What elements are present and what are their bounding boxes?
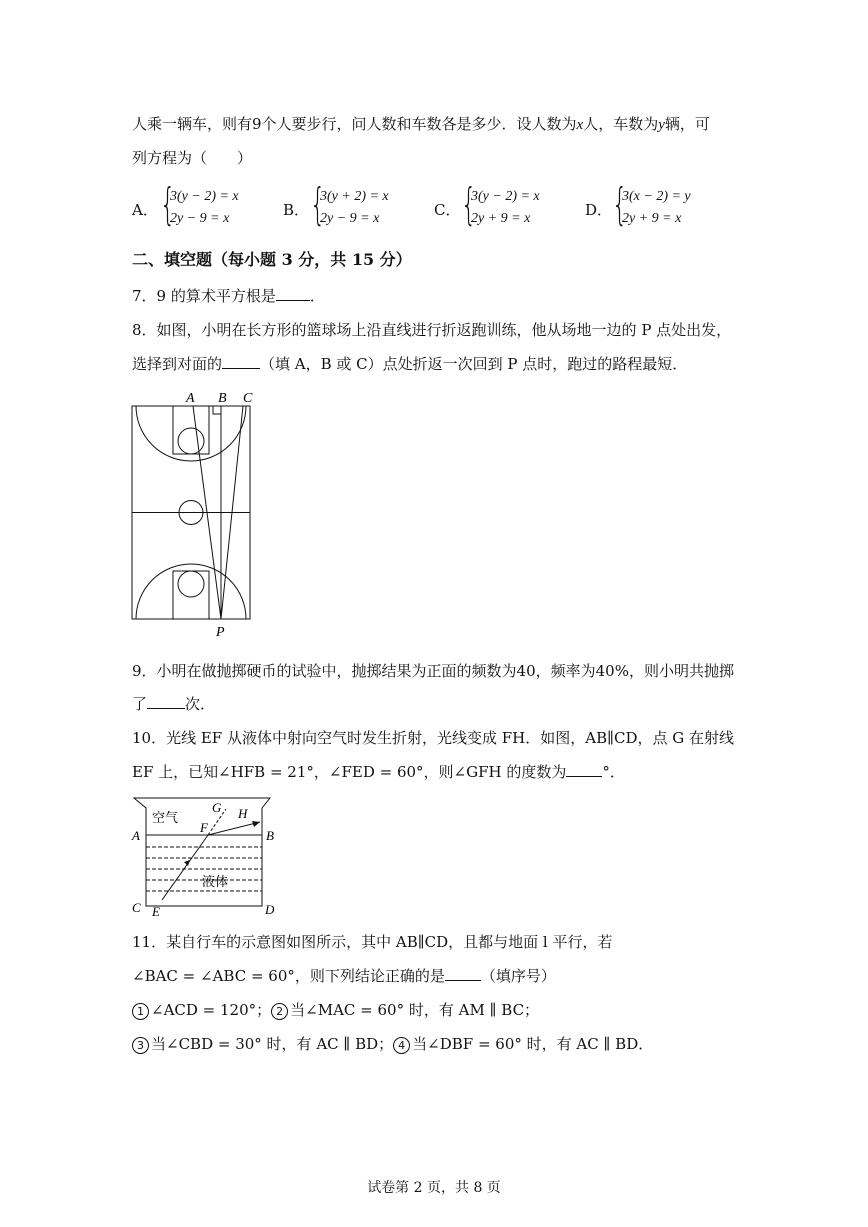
brace-icon: { [160, 179, 176, 230]
q8-line1: 8．如图，小明在长方形的篮球场上沿直线进行折返跑训练，他从场地一边的 P 点处出发， [132, 321, 732, 339]
refraction-figure [128, 794, 280, 920]
top-three-point-arc [136, 406, 246, 461]
option-d-system [612, 179, 722, 230]
circled-number: 1 [132, 1003, 149, 1020]
q9-line2-b: 次． [185, 695, 216, 713]
option-a-eq1: 3(y − 2) = x [170, 189, 239, 204]
q7-end: ． [309, 287, 325, 305]
q6-line1 [132, 114, 710, 135]
q11-line2-a: ∠BAC = ∠ABC = 60°，则下列结论正确的是 [132, 967, 445, 985]
q8-line2-a: 选择到对面的 [132, 355, 223, 373]
circled-number: 2 [271, 1003, 288, 1020]
option-b-eq2: 2y − 9 = x [320, 211, 380, 226]
answer-blank [276, 286, 310, 301]
q6-line1-a: 人乘一辆车，则有9个人要步行，问人数和车数各是多少．设人数为 [132, 115, 577, 133]
option-a-system [160, 179, 270, 230]
option-b-system [310, 179, 420, 230]
q7 [132, 286, 325, 306]
circled-number: 3 [132, 1037, 149, 1054]
q9-line2 [132, 694, 215, 714]
q10-line2-b: °． [602, 763, 625, 781]
q9-line1: 9．小明在做抛掷硬币的试验中，抛掷结果为正面的频数为40，频率为40%，则小明共抛掷 [132, 662, 734, 680]
q11-items-row1 [132, 1000, 539, 1020]
label-b: B [266, 828, 274, 843]
q6-line1-c: 辆，可 [664, 115, 710, 133]
label-h: H [238, 806, 248, 821]
air-label: 空气 [152, 811, 179, 826]
answer-blank [445, 966, 481, 981]
q11-items-row2 [132, 1034, 653, 1054]
brace-icon: { [310, 179, 326, 230]
option-a-label: A． [132, 201, 158, 219]
var-y: y [658, 117, 665, 133]
label-c: C [243, 391, 253, 406]
option-b-label: B． [283, 201, 310, 219]
option-c-system [461, 179, 571, 230]
q11-line2 [132, 966, 556, 986]
q8-line2-b: （填 A，B 或 C）点处折返一次回到 P 点时，跑过的路程最短． [260, 355, 688, 373]
marker-b-square [213, 406, 221, 414]
label-a: A [132, 828, 140, 843]
top-key [173, 406, 209, 454]
option-d-label: D． [585, 201, 613, 219]
page-footer: 试卷第 2 页，共 8 页 [367, 1180, 501, 1196]
label-f: F [200, 820, 208, 835]
label-a: A [186, 391, 195, 406]
bottom-free-throw-circle [178, 571, 204, 597]
q11-line2-b: （填序号） [480, 967, 556, 985]
option-b-eq1: 3(y + 2) = x [320, 189, 389, 204]
label-e: E [152, 904, 160, 919]
label-p: P [216, 625, 225, 640]
option-c-eq1: 3(y − 2) = x [471, 189, 540, 204]
q9-line2-a: 了 [132, 695, 148, 713]
top-free-throw-circle [178, 428, 204, 454]
q11-line1: 11．某自行车的示意图如图所示，其中 AB∥CD，且都与地面 l 平行，若 [132, 933, 613, 951]
q11-item-2: 当∠MAC = 60° 时，有 AM ∥ BC； [290, 1001, 540, 1019]
q6-line1-b: 人，车数为 [583, 115, 659, 133]
section-title: 二、填空题（每小题 3 分，共 15 分） [132, 250, 412, 269]
bottom-key [173, 571, 209, 619]
answer-blank [566, 762, 602, 777]
basketball-court-figure [122, 386, 262, 642]
q11-item-4: 当∠DBF = 60° 时，有 AC ∥ BD． [412, 1035, 654, 1053]
q11-item-3: 当∠CBD = 30° 时，有 AC ∥ BD； [151, 1035, 394, 1053]
answer-blank [222, 354, 260, 369]
answer-blank [147, 694, 185, 709]
option-d-eq1: 3(x − 2) = y [622, 189, 691, 204]
label-b: B [218, 391, 227, 406]
q8-line2 [132, 354, 687, 374]
q11-item-1: ∠ACD = 120°； [151, 1001, 272, 1019]
brace-icon: { [612, 179, 628, 230]
liquid-label: 液体 [202, 875, 229, 890]
q7-text: 7．9 的算术平方根是 [132, 287, 276, 305]
brace-icon: { [461, 179, 477, 230]
q6-line2: 列方程为（ ） [132, 149, 253, 167]
option-c-eq2: 2y + 9 = x [471, 211, 531, 226]
option-c-label: C． [434, 201, 461, 219]
arrow-h-icon [252, 821, 260, 827]
ray-fh [208, 822, 260, 835]
ray-ef [162, 835, 208, 900]
option-a-eq2: 2y − 9 = x [170, 211, 230, 226]
label-c: C [132, 900, 141, 915]
label-d: D [265, 902, 275, 917]
label-g: G [212, 800, 222, 815]
q10-line2-a: EF 上，已知∠HFB = 21°，∠FED = 60°，则∠GFH 的度数为 [132, 763, 567, 781]
q10-line1: 10．光线 EF 从液体中射向空气时发生折射，光线变成 FH．如图，AB∥CD，点 G 在射线 [132, 729, 735, 747]
option-d-eq2: 2y + 9 = x [622, 211, 682, 226]
circled-number: 4 [393, 1037, 410, 1054]
bottom-three-point-arc [136, 564, 246, 619]
q10-line2 [132, 762, 625, 782]
var-x: x [576, 117, 584, 133]
